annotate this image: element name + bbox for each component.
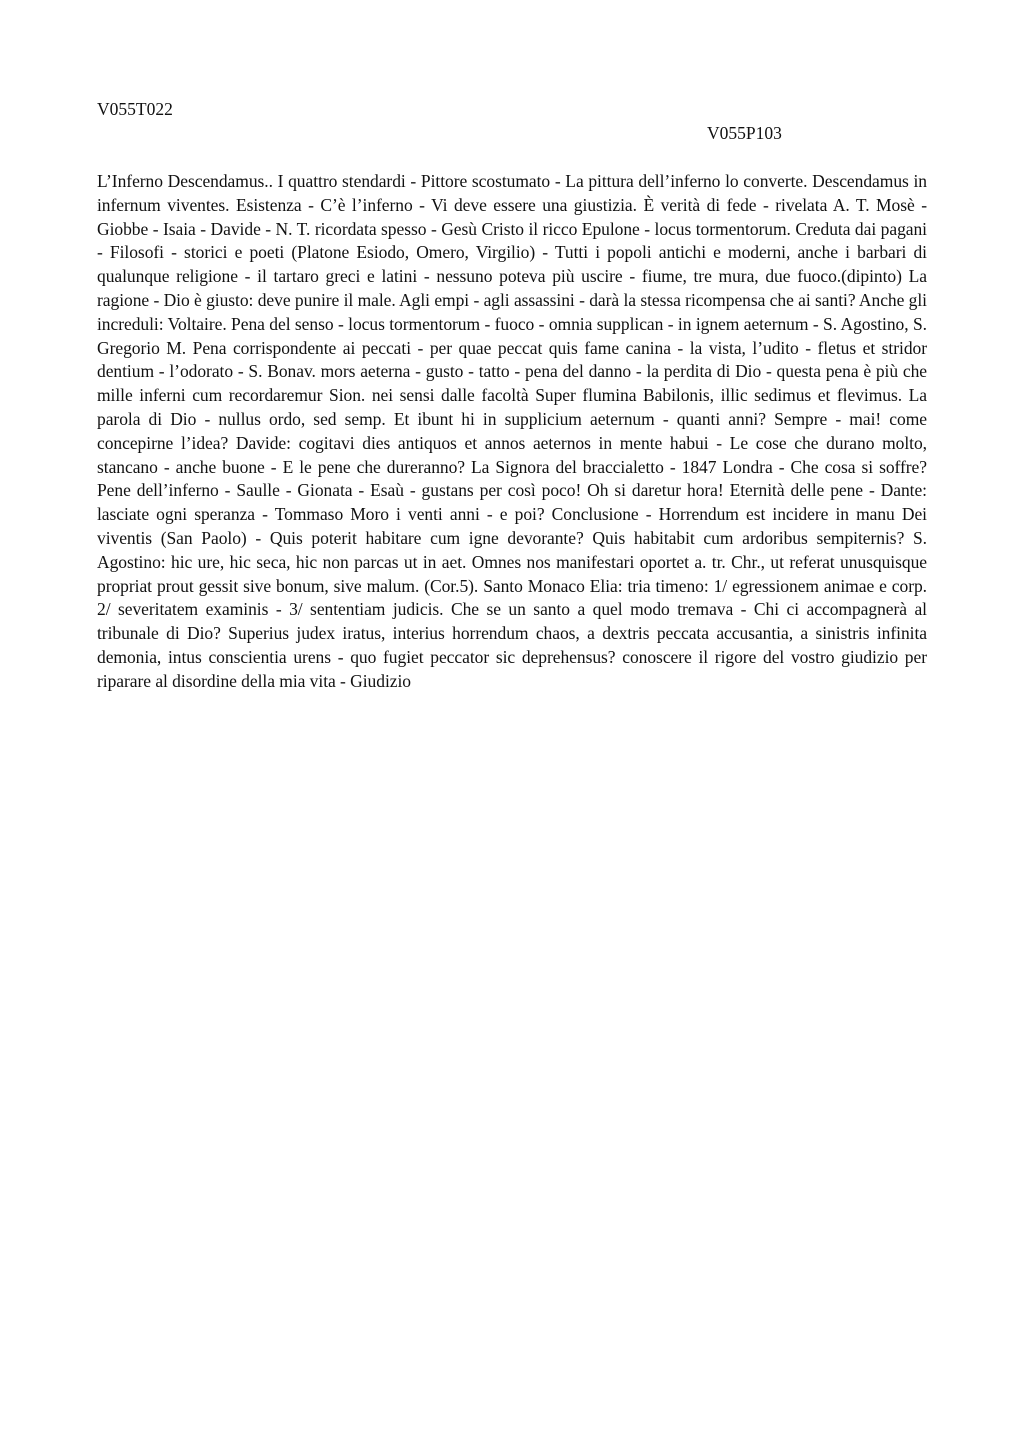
body-paragraph: L’Inferno Descendamus.. I quattro stendardi - Pittore scostumato - La pittura dell’inferno lo converte. Descendamus in infernum viventes. Esistenza - C’è l’inferno - Vi deve essere una giustizia. È verità di fede - rivelata A. T. Mosè - Giobbe - Isaia - Davide - N. T. ricordata spesso - Gesù Cristo il ricco Epulone - locus tormentorum. Creduta dai pagani - Filosofi - storici e poeti (Platone Esiodo, Omero, Virgilio) - Tutti i popoli antichi e moderni, anche i barbari di qualunque religione - il tartaro greci e latini - nessuno poteva più uscire - fiume, tre mura, due fuoco.(dipinto) La ragione - Dio è giusto: deve punire il male. Agli empi - agli assassini - darà la stessa ricompensa che ai santi? Anche gli increduli: Voltaire. Pena del senso - locus tormentorum - fuoco - omnia supplican - in ignem aeternum - S. Agostino, S. Gregorio M. Pena corrispondente ai peccati - per quae peccat quis fame canina - la vista, l’udito - fletus et stridor dentium - l’odorato - S. Bonav. mors aeterna - gusto - tatto - pena del danno - la perdita di Dio - questa pena è più che mille inferni cum recordaremur Sion. nei sensi dalle facoltà Super flumina Babilonis, illic sedimus et flevimus. La parola di Dio - nullus ordo, sed semp. Et ibunt hi in supplicium aeternum - quanti anni? Sempre - mai! come concepirne l’idea? Davide: cogitavi dies antiquos et annos aeternos in mente habui - Le cose che durano molto, stancano - anche buone - E le pene che dureranno? La Signora del braccialetto - 1847 Londra - Che cosa si soffre? Pene dell’inferno - Saulle - Gionata - Esaù - gustans per così poco! Oh si daretur hora! Eternità delle pene - Dante: lasciate ogni speranza - Tommaso Moro i venti anni - e poi? Conclusione - Horrendum est incidere in manu Dei viventis (San Paolo) - Quis poterit habitare cum igne devorante? Quis habitabit cum ardoribus sempiternis? S. Agostino: hic ure, hic seca, hic non parcas ut in aet. Omnes nos manifestari oportet a. tr. Chr., ut referat unusquisque propriat prout gessit sive bonum, sive malum. (Cor.5). Santo Monaco Elia: tria timeno: 1/ egressionem animae e corp. 2/ severitatem examinis - 3/ sententiam judicis. Che se un santo a quel modo tremava - Chi ci accompagnerà al tribunale di Dio? Superius judex iratus, interius horrendum chaos, a dextris peccata accusantia, a sinistris infinita demonia, intus conscientia urens - quo fugiet peccator sic deprehensus? conoscere il rigore del vostro giudizio per riparare al disordine della mia vita - Giudizio <box>97 171 927 691</box>
document-code: V055T022 <box>97 99 173 119</box>
page-code: V055P103 <box>707 123 782 143</box>
